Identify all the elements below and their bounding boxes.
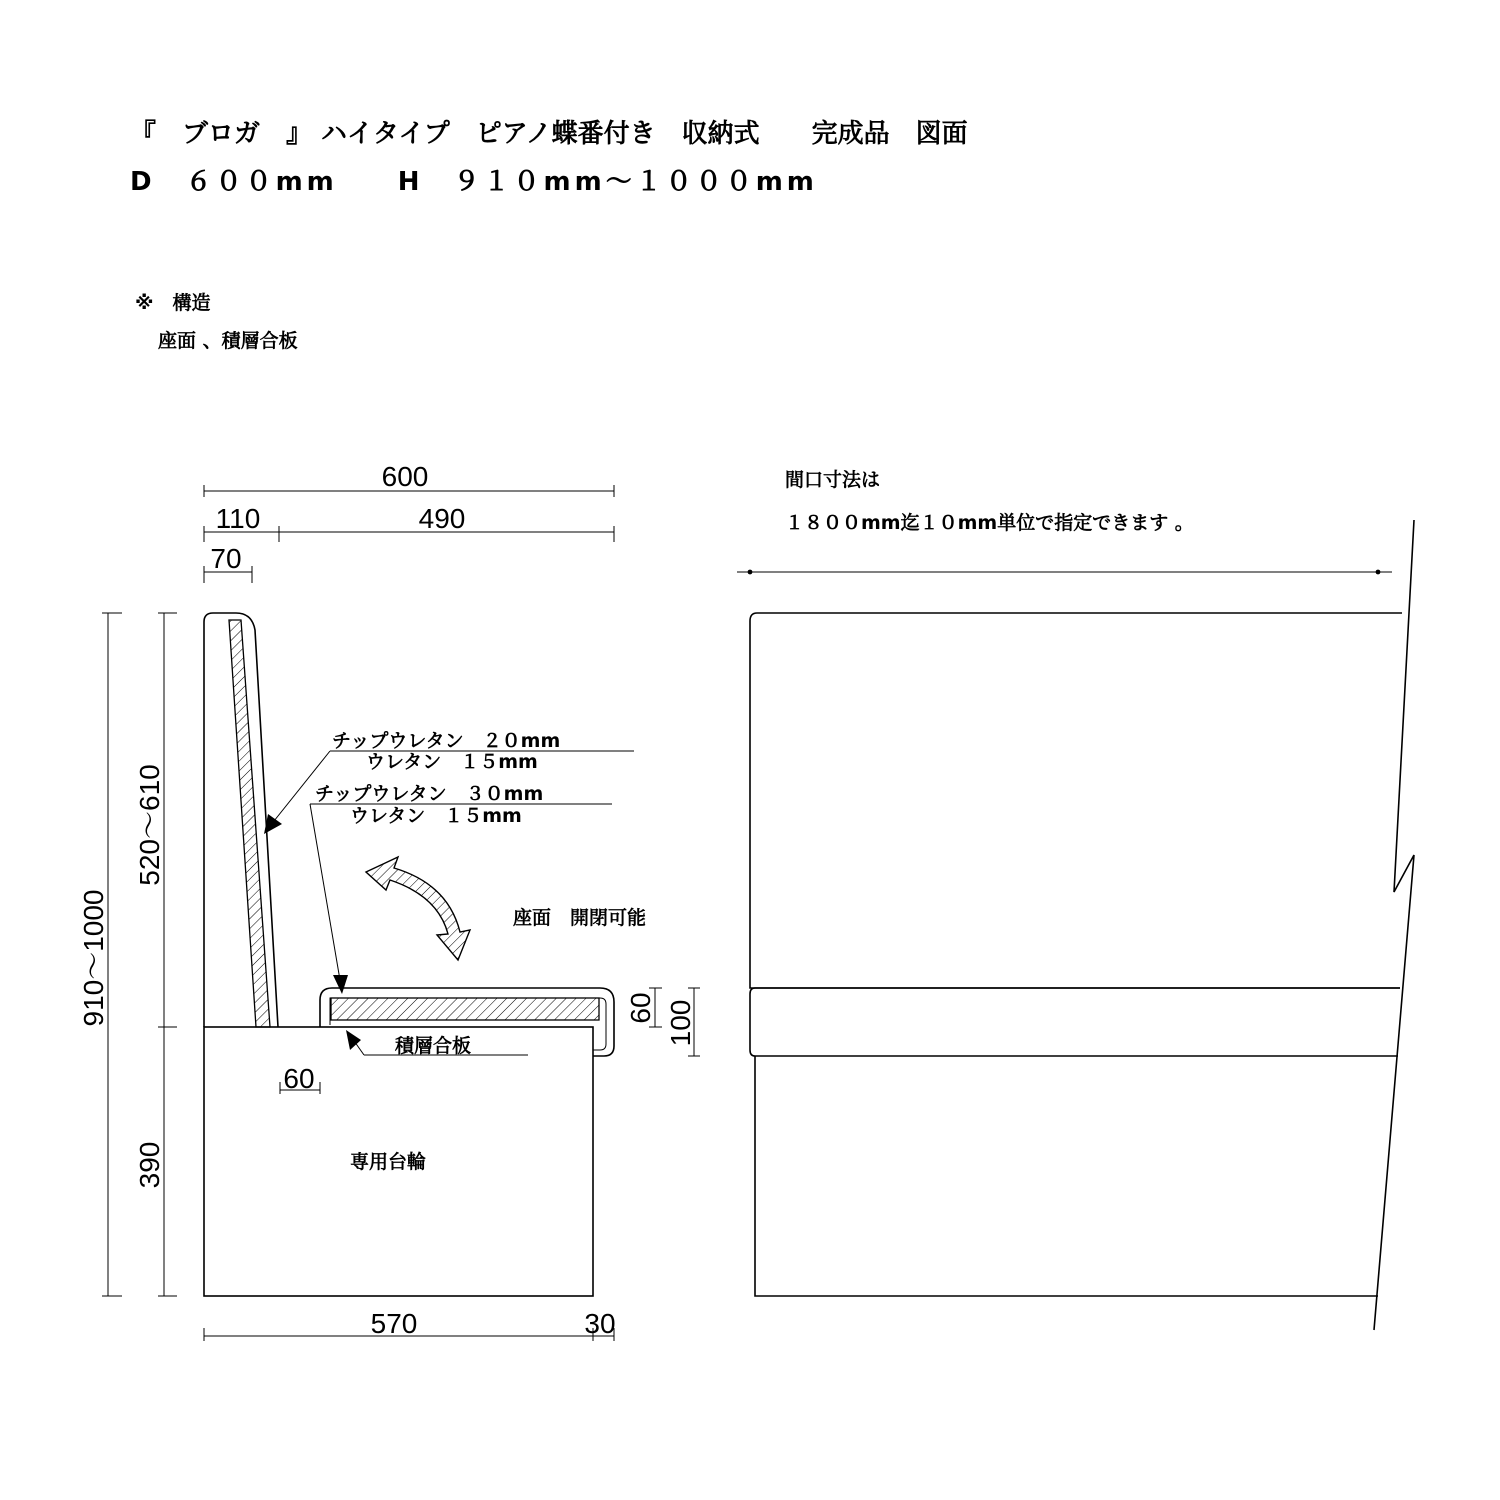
dim-60-seat-label: 60 [625,992,656,1024]
dim-back-seat [204,503,614,542]
front-base [755,1056,1378,1296]
dim-inset [280,1063,320,1094]
dim-back-height-label: 520～610 [134,764,165,886]
dim-110-label: 110 [215,503,261,534]
dim-back-height [134,613,177,1296]
drawing-subtitle: D ６００mm H ９１０mm～１０００mm [130,167,818,197]
seat-cushion-label-2: ウレタン １５mm [350,805,522,827]
side-view [78,461,700,1341]
back-cushion-label-1: チップウレタン ２０mm [332,730,561,752]
back-cushion-label-2: ウレタン １５mm [366,751,538,773]
dim-100-label: 100 [665,999,696,1047]
dim-60-inset-label: 60 [283,1063,315,1094]
structure-note: 座面 、積層合板 [158,330,298,352]
break-line [1374,520,1414,1330]
width-note-line2: １８００mm迄１０mm単位で指定できます 。 [785,512,1194,534]
dim-total-depth [204,461,614,497]
seat-cushion-label-1: チップウレタン ３０mm [315,783,544,805]
dim-back-thickness [204,543,252,583]
front-seat [750,988,1400,1056]
structure-heading: ※ 構造 [135,292,211,314]
front-view [737,520,1414,1330]
dim-70-label: 70 [210,543,242,574]
drawing-title: 『 ブロガ 』 ハイタイプ ピアノ蝶番付き 収納式 完成品 図面 [130,119,968,149]
seat-open-arrow-icon [366,857,470,960]
leader-plywood [346,1030,528,1057]
dim-total-height [78,613,122,1296]
dim-seat [625,988,700,1056]
leader-seat-cushion [310,783,612,994]
width-note-line1: 間口寸法は [785,469,881,491]
dim-490-label: 490 [418,503,466,534]
dim-570-label: 570 [370,1308,418,1339]
plywood-label: 積層合板 [395,1035,472,1057]
seat-open-label: 座面 開閉可能 [513,907,647,929]
dim-height-label: 910～1000 [78,889,109,1027]
dim-base-height-label: 390 [134,1141,165,1189]
seat-plywood-hatch [331,998,599,1020]
base-label: 専用台輪 [350,1151,427,1173]
front-backrest [750,613,1402,988]
dim-30-label: 30 [584,1308,616,1339]
dim-600-label: 600 [381,461,429,492]
dim-bottom [204,1308,616,1341]
backrest-board-hatch [229,620,270,1027]
